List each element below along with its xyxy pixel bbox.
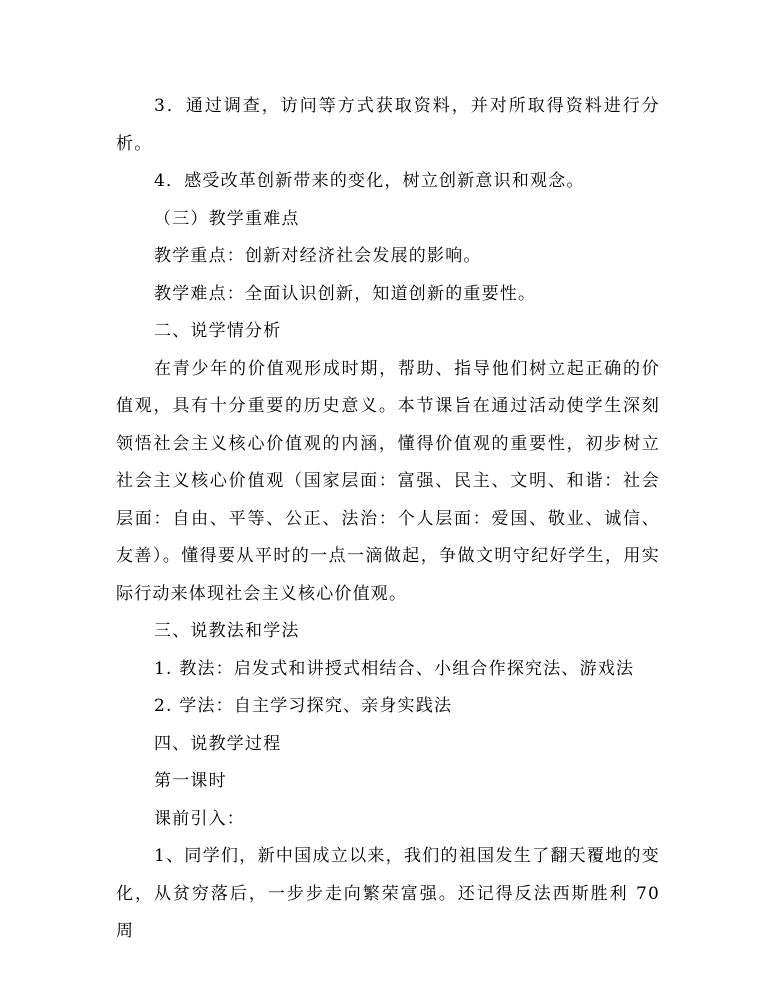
teaching-key-point: 教学重点：创新对经济社会发展的影响。: [154, 246, 482, 266]
first-lesson-heading: 第一课时: [154, 771, 227, 791]
methods-heading: 三、说教法和学法: [154, 621, 300, 641]
introduction-heading: 课前引入：: [154, 808, 245, 829]
teaching-method-item: 1. 教法：启发式和讲授式相结合、小组合作探究法、游戏法: [154, 658, 635, 679]
objective-3-paragraph: 3．通过调查，访问等方式获取资料，并对所取得资料进行分析。: [116, 96, 660, 154]
learning-method-item: 2. 学法：自主学习探究、亲身实践法: [154, 696, 453, 716]
student-analysis-paragraph: 在青少年的价值观形成时期，帮助、指导他们树立起正确的价值观，具有十分重要的历史意义。本节课旨在通过活动使学生深刻领悟社会主义核心价值观的内涵，懂得价值观的重要性，初步树立社会主义核心价值观（国家层面：富强、民主、文明、和谐：社会层面：自由、平等、公正、法治：个人层面：爱国、敬业、诚信、友善）。懂得要从平时的一点一滴做起，争做文明守纪好学生，用实际行动来体现社会主义核心价值观。: [116, 358, 660, 604]
student-analysis-heading: 二、说学情分析: [154, 321, 282, 341]
teaching-difficult-point: 教学难点：全面认识创新，知道创新的重要性。: [154, 283, 537, 304]
document-body: [116, 88, 660, 951]
objective-4-paragraph: 4．感受改革创新带来的变化，树立创新意识和观念。: [154, 171, 585, 191]
teaching-process-heading: 四、说教学过程: [154, 733, 282, 754]
introduction-paragraph: 1、同学们，新中国成立以来，我们的祖国发生了翻天覆地的变化，从贫穷落后，一步步走向繁荣富强。还记得反法西斯胜利 70 周: [116, 846, 660, 941]
key-difficult-points-heading: （三）教学重难点: [154, 208, 300, 229]
